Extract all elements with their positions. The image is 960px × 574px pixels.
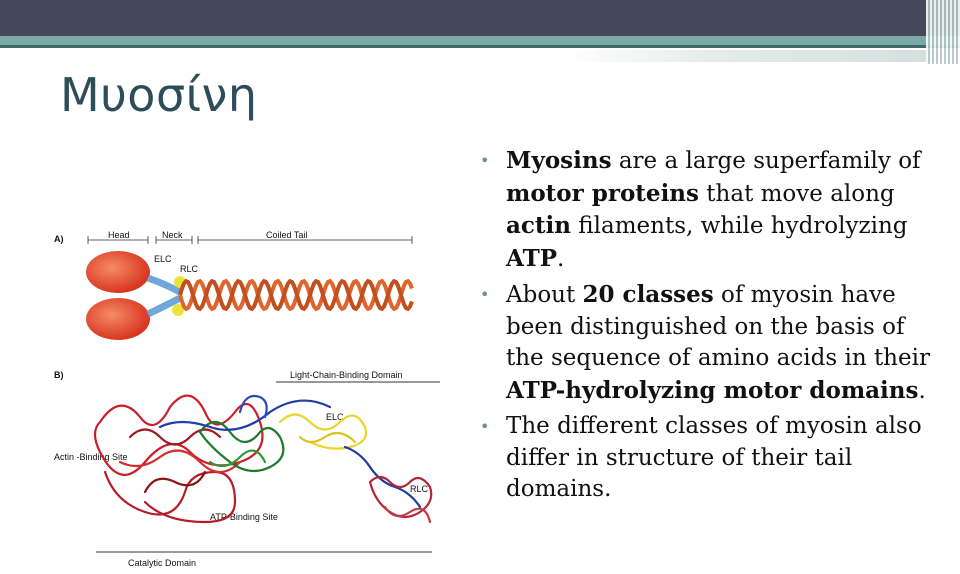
label-elc-b: ELC xyxy=(326,412,344,422)
bullet-emphasis: motor proteins xyxy=(506,179,699,207)
label-actin-binding-site: Actin -Binding Site xyxy=(54,452,128,462)
bullet-emphasis: ATP-hydrolyzing motor domains xyxy=(506,376,919,404)
bullet-list xyxy=(478,145,948,510)
panel-a-tag: A) xyxy=(54,234,64,244)
bullet-item xyxy=(478,145,948,275)
accent-band xyxy=(0,36,960,45)
label-rlc-b: RLC xyxy=(410,484,429,494)
bullet-item xyxy=(478,411,948,506)
label-atp-binding-site: ATP-Binding Site xyxy=(210,512,278,522)
bullet-dot: • xyxy=(480,417,490,436)
bullet-text: filaments, while hydrolyzing xyxy=(571,213,908,239)
label-light-chain-binding-domain: Light-Chain-Binding Domain xyxy=(290,370,403,380)
panel-b-tag: B) xyxy=(54,370,64,380)
protein-structure-ribbon xyxy=(95,396,431,522)
panel-a-dimension-lines xyxy=(88,236,412,244)
bullet-text: . xyxy=(918,377,926,404)
label-elc-a: ELC xyxy=(154,254,172,264)
slide-title: Μυοσίνη xyxy=(60,68,258,122)
bullet-emphasis: ATP xyxy=(506,244,557,272)
bullet-emphasis: 20 classes xyxy=(582,281,714,308)
bullet-emphasis: actin xyxy=(506,212,571,239)
bullet-dot: • xyxy=(480,285,490,304)
bullet-text: of myosin have been distinguished on the basis of the sequence of amino acids in their xyxy=(506,282,930,371)
myosin-head-upper xyxy=(86,251,150,293)
bullet-text: . xyxy=(557,245,565,272)
accent-line xyxy=(0,45,960,48)
myosin-head-lower xyxy=(86,298,150,340)
label-coiled-tail: Coiled Tail xyxy=(266,230,308,240)
bullet-text: The different classes of myosin also differ in structure of their tail domains. xyxy=(506,413,922,502)
bullet-text: that move along xyxy=(698,180,895,207)
bullet-emphasis: Myosins xyxy=(506,147,612,174)
myosin-figure xyxy=(50,222,450,572)
decorative-stripes xyxy=(926,0,960,64)
bullet-text: are a large superfamily of xyxy=(611,148,921,174)
label-catalytic-domain: Catalytic Domain xyxy=(128,558,197,568)
bullet-text: About xyxy=(506,282,583,308)
label-rlc-a: RLC xyxy=(180,264,199,274)
top-bar xyxy=(0,0,960,36)
decorative-gradient xyxy=(560,50,940,62)
bullet-dot: • xyxy=(480,151,490,170)
label-head: Head xyxy=(108,230,130,240)
bullet-item xyxy=(478,279,948,407)
label-neck: Neck xyxy=(162,230,183,240)
